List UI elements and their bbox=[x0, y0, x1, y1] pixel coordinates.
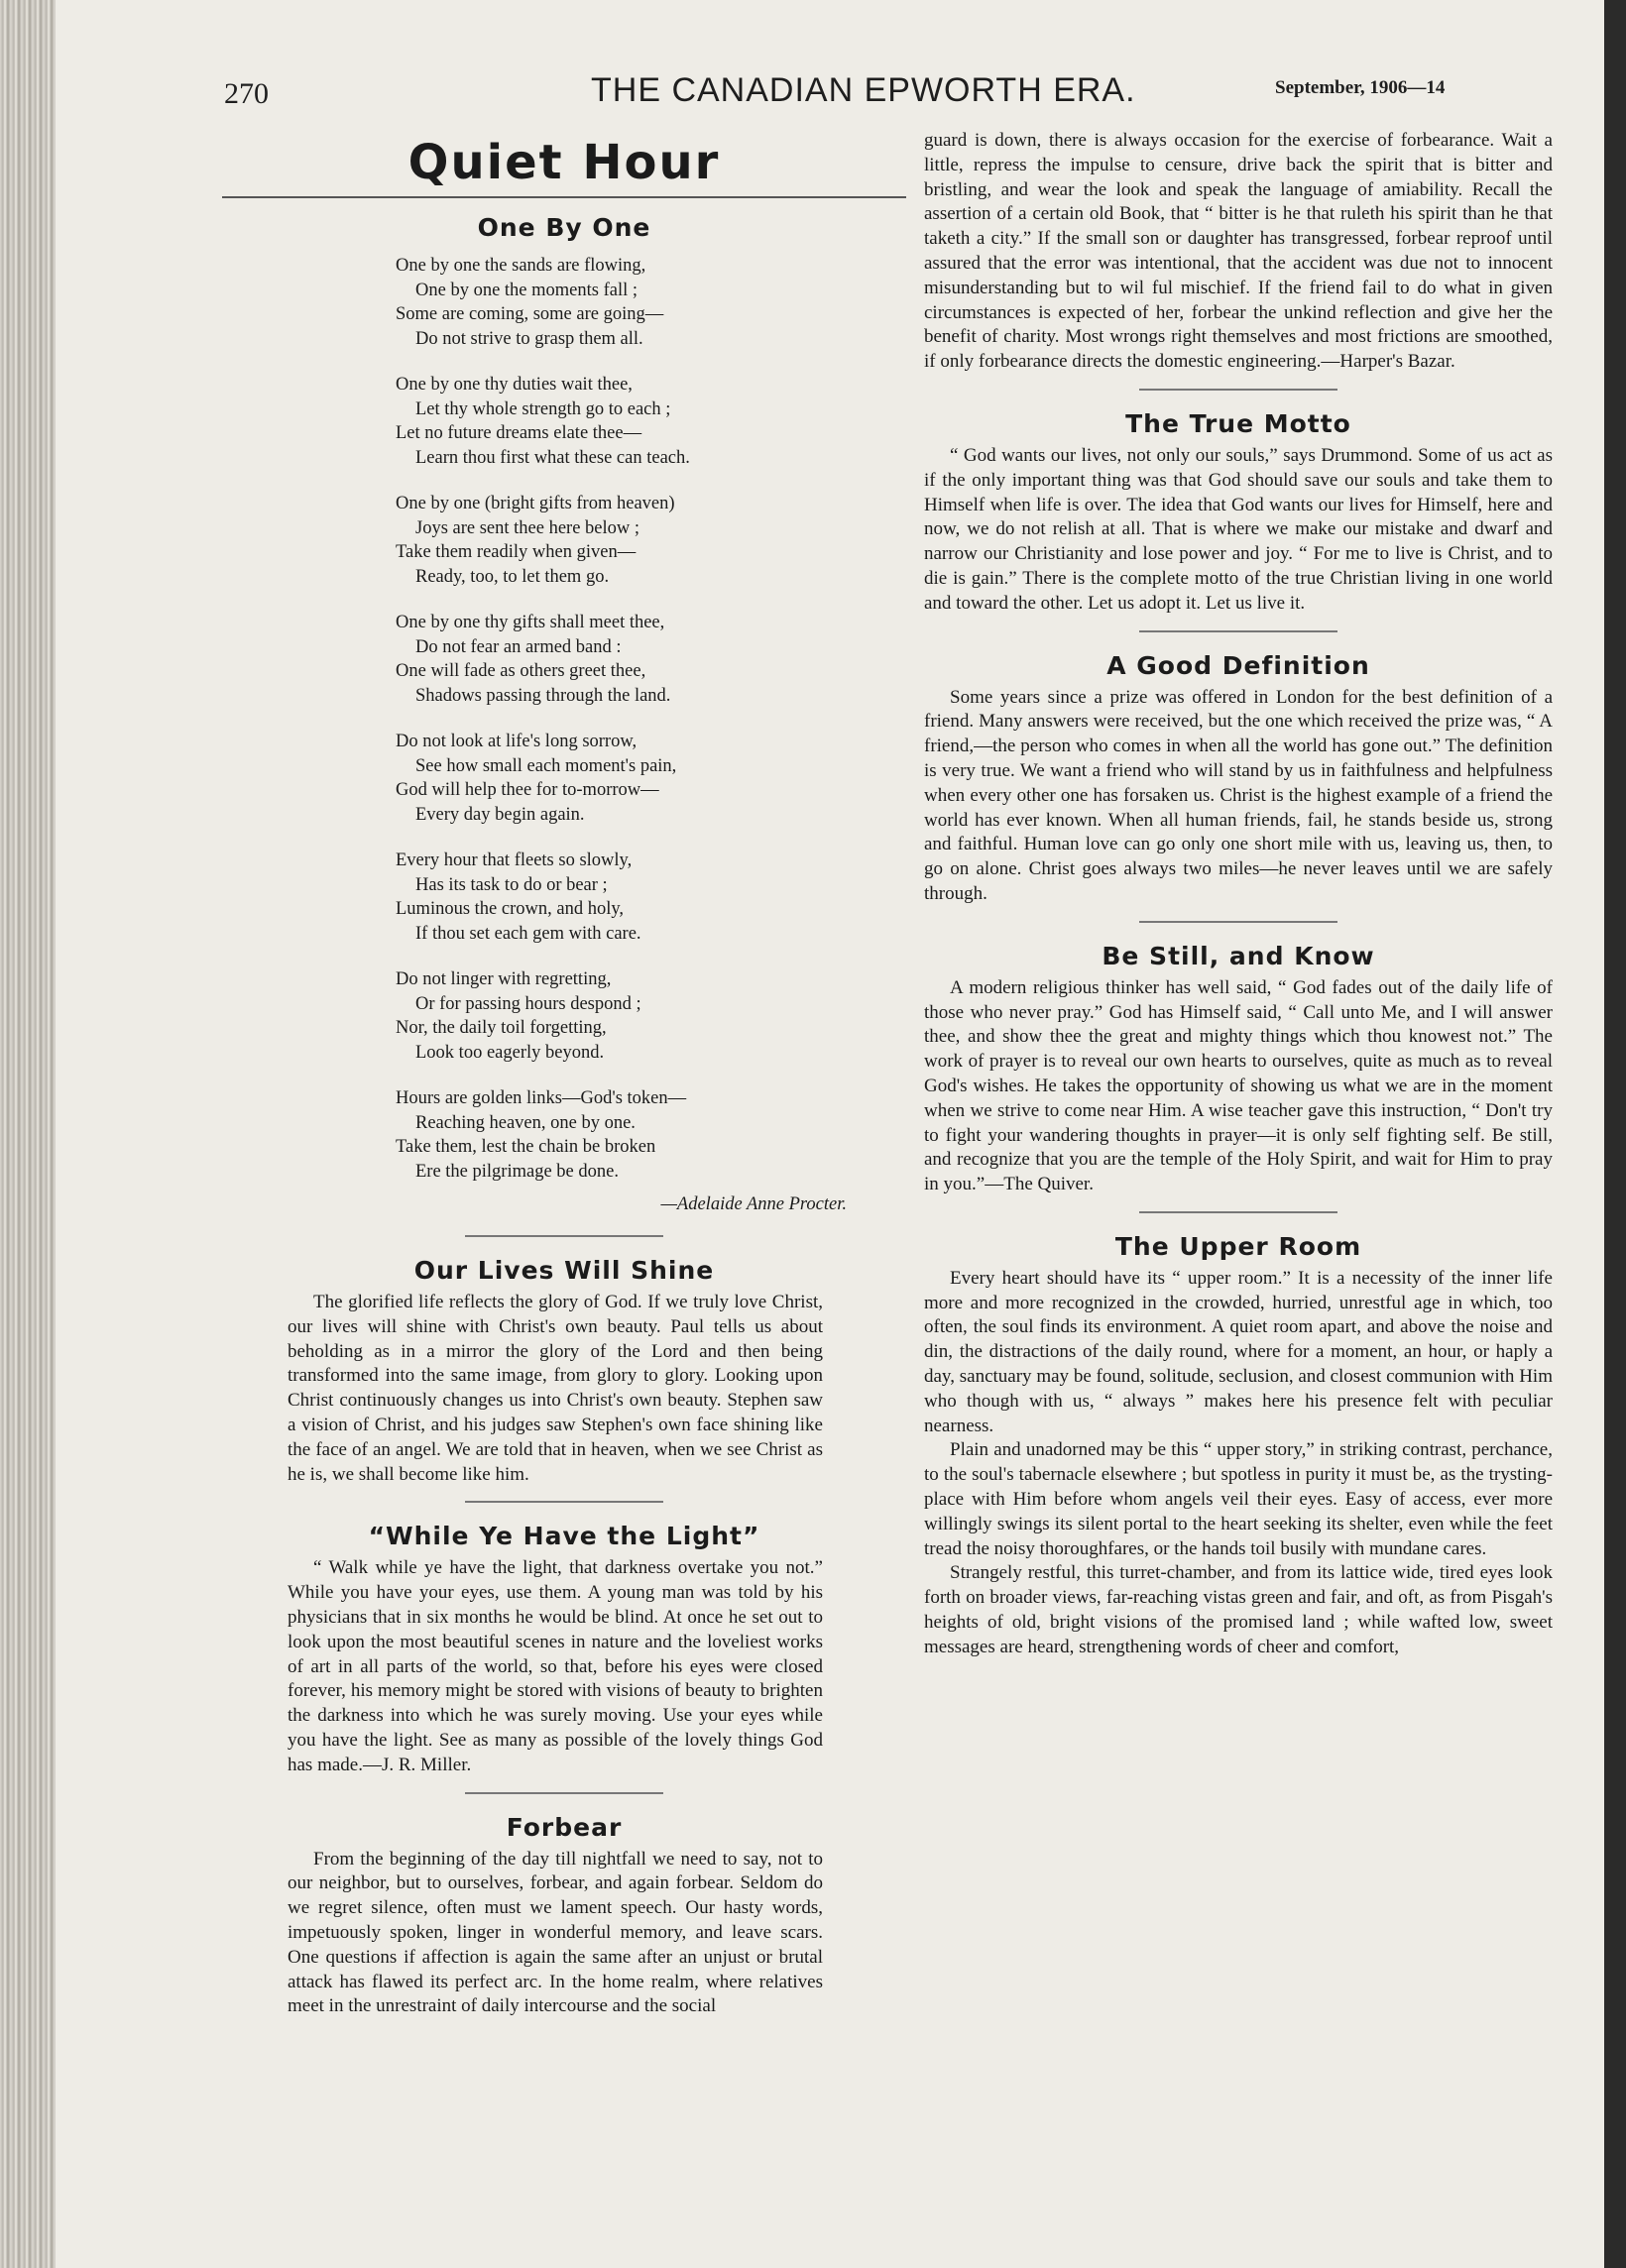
poem-line: One by one thy gifts shall meet thee, bbox=[396, 613, 665, 632]
right-column bbox=[924, 129, 1553, 1660]
poem-line: One will fade as others greet thee, bbox=[396, 661, 646, 681]
poem-body bbox=[396, 254, 906, 1184]
stanza bbox=[396, 373, 906, 470]
article-title: Forbear bbox=[506, 1812, 623, 1842]
poem-line: Let no future dreams elate thee— bbox=[396, 423, 642, 443]
poem-line: Take them readily when given— bbox=[396, 542, 637, 562]
poem-line: Ready, too, to let them go. bbox=[415, 566, 610, 587]
stanza bbox=[396, 967, 906, 1065]
page-number: 270 bbox=[224, 77, 269, 110]
poem-line: If thou set each gem with care. bbox=[415, 923, 641, 944]
article-paragraph: Plain and unadorned may be this “ upper story,” in striking contrast, perchance, to the soul's tabernacle elsewhere ; but spotless in purity it must be, as the trysting-place with Him before whom angels veil their eyes. Easy of access, ever more willingly swings its silent portal to the heart seeking its shelter, even while the feet tread the noisy thoroughfares, or the hands toil busily with mundane cares. bbox=[924, 1439, 1553, 1559]
poem-line: Do not look at life's long sorrow, bbox=[396, 732, 638, 751]
poem-line: Has its task to do or bear ; bbox=[415, 874, 608, 895]
poem-line: See how small each moment's pain, bbox=[415, 755, 677, 776]
section-divider bbox=[1139, 630, 1337, 632]
poem-attribution: —Adelaide Anne Procter. bbox=[660, 1194, 847, 1214]
article-text: Some years since a prize was offered in London for the best definition of a friend. Many answers were received, but the one which received the prize was, “ A friend,—the person who comes in when all the world has gone out.” The definition is very true. We want a friend who will stand by us in faithfulness and helpfulness when every other one has forsaken us. Christ is the highest example of a friend the world has ever known. When all human friends, fail, he stands beside us, strong and faithful. Human love can go only one short mile with us, leaving us, then, to go on alone. Christ goes always two miles—he never leaves until we are safely through. bbox=[924, 686, 1553, 904]
page bbox=[56, 0, 1604, 2268]
poem-line: Every day begin again. bbox=[415, 804, 585, 825]
section-rule bbox=[222, 196, 906, 198]
article-title: Be Still, and Know bbox=[1102, 941, 1375, 970]
poem-line: Every hour that fleets so slowly, bbox=[396, 850, 633, 870]
section-divider bbox=[465, 1235, 663, 1237]
article-text: The glorified life reflects the glory of God. If we truly love Christ, our lives will shine with Christ's own beauty. Paul tells us about beholding as in a mirror the glory of the Lord and then being transformed into the same image, from glory to glory. Looking upon Christ continuously changes us into Christ's own beauty. Stephen saw a vision of Christ, and his judges saw Stephen's own face shining like the face of an angel. We are told that in heaven, when we see Christ as he is, we shall become like him. bbox=[288, 1292, 823, 1485]
section-divider bbox=[465, 1792, 663, 1794]
scan-background-edge bbox=[1604, 0, 1626, 2268]
poem-line: Shadows passing through the land. bbox=[415, 685, 671, 706]
poem-line: Do not fear an armed band : bbox=[415, 636, 622, 657]
poem-line: Or for passing hours despond ; bbox=[415, 993, 641, 1014]
left-column bbox=[222, 129, 906, 2019]
stanza bbox=[396, 730, 906, 827]
article-text: From the beginning of the day till nightfall we need to say, not to our neighbor, but to ourselves, forbear, and again forbear. Seldom do we regret silence, often must we lament speech. Our hasty words, impetuously spoken, linger in wonderful memory, and leave scars. One questions if affection is again the same after an unjust or brutal attack has flawed its perfect arc. In the home realm, where relatives meet in the unrestraint of daily intercourse and the social bbox=[288, 1848, 823, 2017]
poem-line: Some are coming, some are going— bbox=[396, 304, 664, 324]
article-title: “While Ye Have the Light” bbox=[368, 1522, 760, 1551]
stanza bbox=[396, 492, 906, 589]
poem-line: One by one the sands are flowing, bbox=[396, 256, 646, 276]
poem-line: One by one thy duties wait thee, bbox=[396, 375, 633, 395]
article-text-continued: guard is down, there is always occasion for the exercise of forbearance. Wait a little, repress the impulse to censure, drive back the spirit that is bitter and bristling, and wear the look and speak the language of amiability. Recall the assertion of a certain old Book, that “ bitter is he that ruleth his spirit than he that taketh a city.” If the small son or daughter has transgressed, forbear reproof until assured that the error was intentional, that the accident was due not to innocent misunderstanding but to wil ful mischief. If the friend fail to do what in given circumstances is expected of her, forbear the unkind reflection and give her the benefit of charity. Most wrongs right themselves and most frictions are smoothed, if only forbearance directs the domestic engineering.—Harper's Bazar. bbox=[924, 130, 1553, 373]
article-title: Our Lives Will Shine bbox=[413, 1256, 715, 1285]
poem-line: Ere the pilgrimage be done. bbox=[415, 1161, 619, 1182]
poem-line: Take them, lest the chain be broken bbox=[396, 1137, 656, 1157]
section-divider bbox=[1139, 921, 1337, 923]
poem-line: Do not linger with regretting, bbox=[396, 969, 612, 989]
section-divider bbox=[1139, 1211, 1337, 1213]
stanza bbox=[396, 611, 906, 708]
poem-line: Learn thou first what these can teach. bbox=[415, 447, 690, 468]
stanza bbox=[396, 254, 906, 351]
article-paragraph: Every heart should have its “ upper room.” It is a necessity of the inner life more and more recognized in the crowded, hurried, unrestful age in which, too often, the soul finds its environment. A quiet room apart, and above the noise and din, the distractions of the daily round, where for a moment, an hour, or haply a day, sanctuary may be found, solitude, seclusion, and closest communion with Him who though with us, “ always ” makes here his presence felt with peculiar nearness. bbox=[924, 1267, 1553, 1436]
book-binding-edge bbox=[0, 0, 59, 2268]
article-paragraph: Strangely restful, this turret-chamber, and from its lattice wide, tired eyes look forth on broader views, far-reaching vistas green and fair, and oft, as from Pisgah's heights of old, bright visions of the promised land ; while wafted low, sweet messages are heard, strengthening words of cheer and comfort, bbox=[924, 1562, 1553, 1657]
article-title: The True Motto bbox=[1125, 408, 1351, 438]
issue-date: September, 1906—14 bbox=[1275, 77, 1446, 98]
poem-title: One By One bbox=[477, 213, 651, 242]
poem-line: Luminous the crown, and holy, bbox=[396, 899, 625, 919]
article-text: “ God wants our lives, not only our souls,” says Drummond. Some of us act as if the only important thing was that God should save our souls and take them to Himself when life is over. The idea that God wants our lives for Himself, here and now, we do not relish at all. That is where we make our mistake and dwarf and narrow our Christianity and lose power and joy. “ For me to live is Christ, and to die is gain.” There is the complete motto of the true Christian living in one world and toward the other. Let us adopt it. Let us live it. bbox=[924, 444, 1553, 614]
article-title: A Good Definition bbox=[1106, 650, 1370, 680]
poem-line: One by one (bright gifts from heaven) bbox=[396, 494, 675, 513]
stanza bbox=[396, 1086, 906, 1184]
article-text: “ Walk while ye have the light, that darkness overtake you not.” While you have your eyes, use them. A young man was told by his physicians that in six months he would be blind. At once he set out to look upon the most beautiful scenes in nature and the loveliest works of art in all parts of the world, so that, before his eyes were closed forever, his memory might be stored with visions of beauty to brighten the darkness into which he was surely moving. Use your eyes while you have the light. See as many as possible of the lovely things God has made.—J. R. Miller. bbox=[288, 1557, 823, 1775]
section-divider bbox=[1139, 389, 1337, 391]
poem-line: Nor, the daily toil forgetting, bbox=[396, 1018, 607, 1038]
poem-line: One by one the moments fall ; bbox=[415, 280, 639, 300]
poem-line: Hours are golden links—God's token— bbox=[396, 1088, 687, 1108]
running-header bbox=[56, 69, 1604, 119]
poem-line: Look too eagerly beyond. bbox=[415, 1042, 605, 1063]
poem-line: Joys are sent thee here below ; bbox=[415, 517, 640, 538]
article-title: The Upper Room bbox=[1114, 1231, 1362, 1261]
poem-line: Do not strive to grasp them all. bbox=[415, 328, 643, 349]
stanza bbox=[396, 849, 906, 946]
poem-line: God will help thee for to-morrow— bbox=[396, 780, 659, 800]
journal-title: THE CANADIAN EPWORTH ERA. bbox=[591, 71, 1136, 109]
section-title: Quiet Hour bbox=[407, 135, 721, 190]
section-divider bbox=[465, 1501, 663, 1503]
poem-line: Let thy whole strength go to each ; bbox=[415, 398, 671, 419]
article-text: A modern religious thinker has well said, “ God fades out of the daily life of those who never pray.” God has Himself said, “ Call unto Me, and I will answer thee, and show thee the great and mighty things which thou knowest not.” The work of prayer is to reveal our own hearts to ourselves, quite as much as to reveal God's wishes. He takes the opportunity of showing us what we are in the moment when we strive to come near Him. A wise teacher gave this instruction, “ Don't try to fight your wandering thoughts in prayer—it is only self fighting self. Be still, and recognize that you are the temple of the Holy Spirit, and wait for Him to pray in you.”—The Quiver. bbox=[924, 976, 1553, 1195]
poem-line: Reaching heaven, one by one. bbox=[415, 1112, 636, 1133]
